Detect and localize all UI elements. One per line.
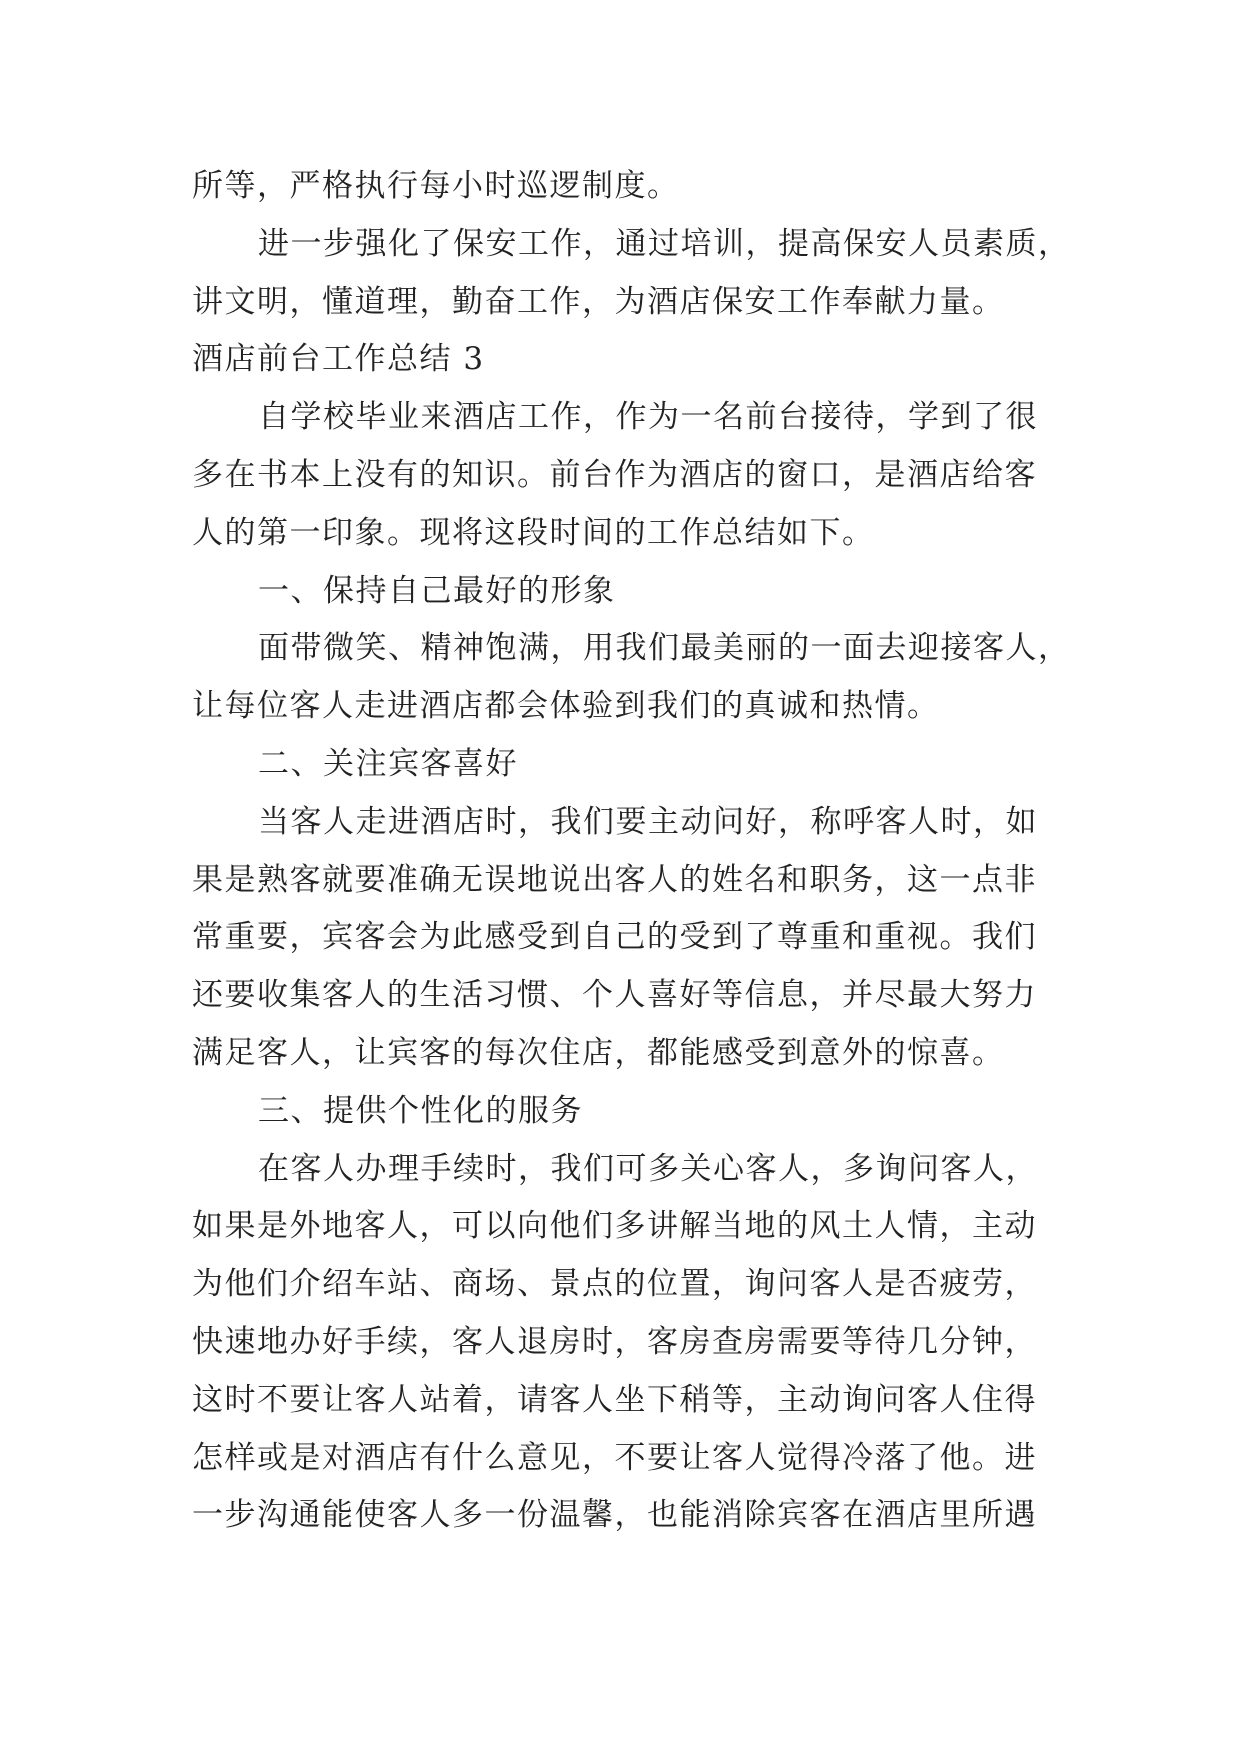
text-line: 所等，严格执行每小时巡逻制度。: [192, 168, 680, 204]
text-line: 果是熟客就要准确无误地说出客人的姓名和职务，这一点非: [192, 861, 1037, 898]
text-line: 一步沟通能使客人多一份温馨，也能消除宾客在酒店里所遇: [192, 1497, 1037, 1534]
text-line: 当客人走进酒店时，我们要主动问好，称呼客人时，如: [258, 803, 1038, 840]
text-line: 面带微笑、精神饱满，用我们最美丽的一面去迎接客人，: [258, 630, 1071, 667]
text-line: 人的第一印象。现将这段时间的工作总结如下。: [192, 514, 875, 551]
text-line: 还要收集客人的生活习惯、个人喜好等信息，并尽最大努力: [192, 977, 1037, 1014]
text-line: 三、提供个性化的服务: [258, 1092, 583, 1129]
text-line: 一、保持自己最好的形象: [258, 572, 616, 609]
text-line: 为他们介绍车站、商场、景点的位置，询问客人是否疲劳，: [192, 1266, 1037, 1303]
text-line: 多在书本上没有的知识。前台作为酒店的窗口，是酒店给客: [192, 456, 1037, 493]
document-body: [192, 158, 1071, 1545]
text-line: 在客人办理手续时，我们可多关心客人，多询问客人，: [258, 1150, 1038, 1187]
text-line: 怎样或是对酒店有什么意见，不要让客人觉得冷落了他。进: [192, 1439, 1037, 1476]
text-line: 二、关注宾客喜好: [258, 745, 518, 782]
text-line: 自学校毕业来酒店工作，作为一名前台接待，学到了很: [258, 399, 1038, 436]
text-line: 进一步强化了保安工作，通过培训，提高保安人员素质，: [258, 225, 1071, 262]
text-line: 如果是外地客人，可以向他们多讲解当地的风土人情，主动: [192, 1208, 1037, 1245]
text-line: 这时不要让客人站着，请客人坐下稍等，主动询问客人住得: [192, 1381, 1037, 1418]
text-line: 讲文明，懂道理，勤奋工作，为酒店保安工作奉献力量。: [192, 283, 1005, 320]
text-line: 酒店前台工作总结 3: [192, 341, 485, 378]
text-line: 满足客人，让宾客的每次住店，都能感受到意外的惊喜。: [192, 1034, 1005, 1071]
text-line: 让每位客人走进酒店都会体验到我们的真诚和热情。: [192, 688, 940, 725]
text-line: 快速地办好手续，客人退房时，客房查房需要等待几分钟，: [192, 1323, 1037, 1360]
text-line: 常重要，宾客会为此感受到自己的受到了尊重和重视。我们: [192, 919, 1037, 956]
